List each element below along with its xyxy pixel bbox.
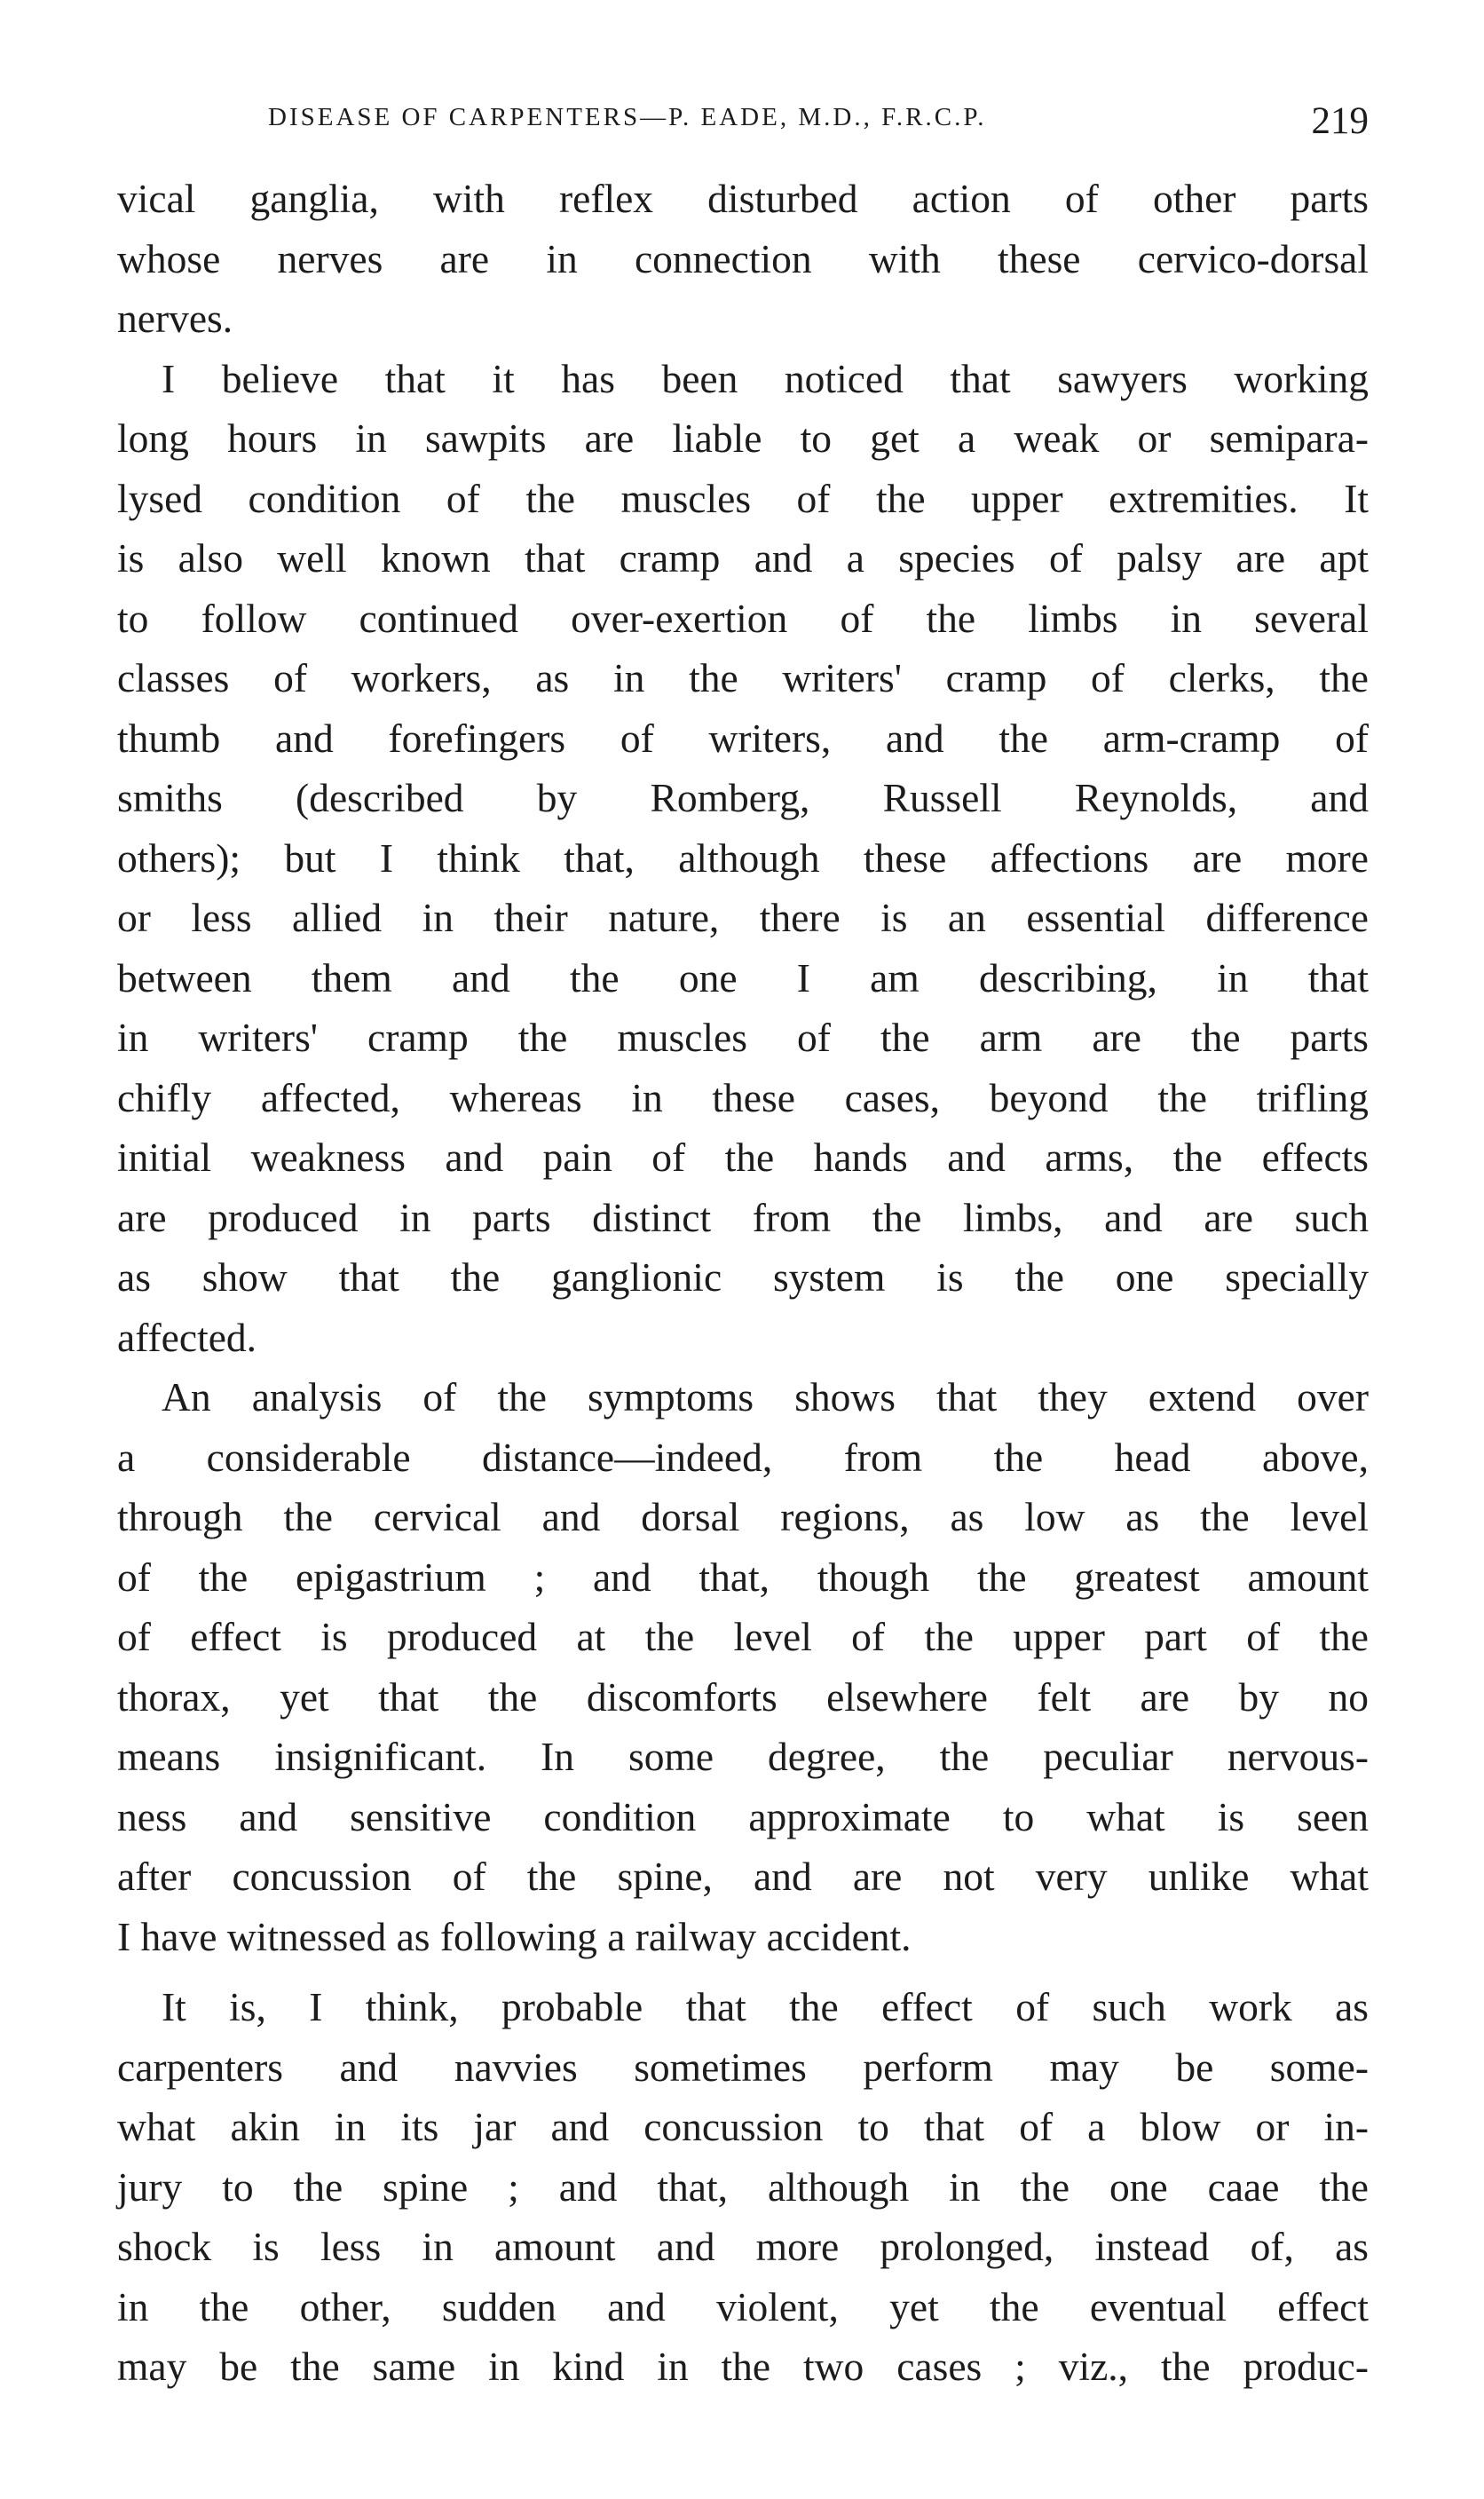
text-line: is also well known that cramp and a species of palsy are apt xyxy=(117,535,1369,581)
text-line: long hours in sawpits are liable to get a weak or semipara- xyxy=(117,415,1369,461)
paragraph-4 xyxy=(117,1977,1369,2397)
text-line: may be the same in kind in the two cases ; viz., the produc- xyxy=(117,2344,1369,2389)
text-line: classes of workers, as in the writers' cramp of clerks, the xyxy=(117,655,1369,700)
text-line: initial weakness and pain of the hands and arms, the effects xyxy=(117,1135,1369,1180)
text-line: smiths (described by Romberg, Russell Reynolds, and xyxy=(117,775,1369,820)
paragraph-gap xyxy=(117,1966,1369,1977)
text-line: shock is less in amount and more prolonged, instead of, as xyxy=(117,2224,1369,2269)
paragraph-2 xyxy=(117,349,1369,1368)
text-line: means insignificant. In some degree, the peculiar nervous- xyxy=(117,1734,1369,1779)
text-line: between them and the one I am describing, in that xyxy=(117,954,1369,1000)
text-line: in the other, sudden and violent, yet the eventual effect xyxy=(117,2283,1369,2329)
text-line: thumb and forefingers of writers, and the arm-cramp of xyxy=(117,715,1369,761)
text-line: nerves. xyxy=(117,296,233,341)
text-line: chifly affected, whereas in these cases, beyond the trifling xyxy=(117,1074,1369,1120)
text-line: what akin in its jar and concussion to that of a blow or in- xyxy=(117,2104,1369,2149)
text-line: carpenters and navvies sometimes perform may be some- xyxy=(117,2044,1369,2090)
text-line: jury to the spine ; and that, although in the one caae the xyxy=(117,2163,1369,2210)
text-line: or less allied in their nature, there is an essential difference xyxy=(117,895,1369,940)
text-line: in writers' cramp the muscles of the arm are the parts xyxy=(117,1015,1369,1060)
text-line: of effect is produced at the level of the upper part of the xyxy=(117,1614,1369,1659)
running-title: DISEASE OF CARPENTERS—P. EADE, M.D., F.R.C.P. xyxy=(268,103,987,131)
text-line: are produced in parts distinct from the limbs, and are such xyxy=(117,1194,1369,1240)
text-line: I have witnessed as following a railway accident. xyxy=(117,1913,912,1959)
text-line: a considerable distance—indeed, from the head above, xyxy=(117,1434,1369,1480)
text-line: of the epigastrium ; and that, though the greatest amount xyxy=(117,1554,1369,1600)
body-text xyxy=(117,169,1369,2397)
text-line: lysed condition of the muscles of the upper extremities. It xyxy=(117,475,1369,521)
text-line: ness and sensitive condition approximate to what is seen xyxy=(117,1793,1369,1839)
text-line: as show that the ganglionic system is the one specially xyxy=(117,1254,1369,1300)
running-head xyxy=(117,99,1369,153)
text-line: after concussion of the spine, and are not very unlike what xyxy=(117,1854,1369,1899)
paragraph-3 xyxy=(117,1367,1369,1966)
text-line: vical ganglia, with reflex disturbed action of other parts xyxy=(117,176,1369,221)
page-number: 219 xyxy=(1311,100,1369,142)
text-line: thorax, yet that the discomforts elsewhere felt are by no xyxy=(117,1673,1369,1720)
text-line: to follow continued over-exertion of the limbs in several xyxy=(117,595,1369,641)
paragraph-1 xyxy=(117,169,1369,349)
text-line: I believe that it has been noticed that sawyers working xyxy=(162,355,1369,401)
text-line: others); but I think that, although these affections are more xyxy=(117,834,1369,881)
text-line: affected. xyxy=(117,1314,257,1360)
text-line: whose nerves are in connection with these cervico-dorsal xyxy=(117,235,1369,281)
text-line: It is, I think, probable that the effect of such work as xyxy=(162,1984,1369,2029)
text-line: through the cervical and dorsal regions, as low as the level xyxy=(117,1494,1369,1539)
text-line: An analysis of the symptoms shows that they extend over xyxy=(162,1374,1369,1420)
